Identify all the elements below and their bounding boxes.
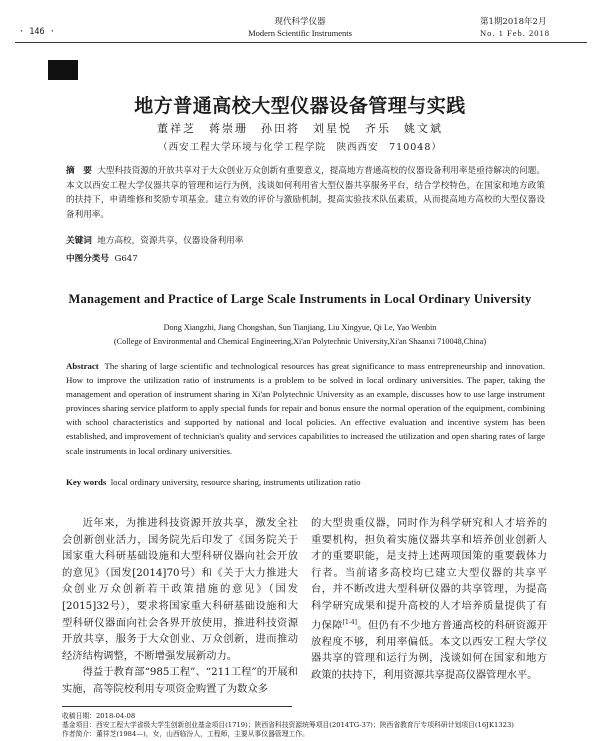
- affiliation-en: (College of Environmental and Chemical Engineering,Xi'an Polytechnic University,Xi'an Shaanxi 710048,China): [113, 337, 487, 346]
- title-en: Management and Practice of Large Scale Instruments in Local Ordinary University: [68, 292, 532, 306]
- header-rule: [15, 42, 587, 43]
- keywords-en-label: Key words: [66, 477, 107, 487]
- body-left-column: [62, 515, 298, 698]
- footnote-rule: [62, 706, 292, 707]
- footnote-received: 收稿日期：2018-04-08: [62, 712, 136, 720]
- body-paragraph: 近年来，为推进科技资源开放共享，激发全社会创新创业活力，国务院先后印发了《国务院关于国家重大科研基础设施和大型科研仪器向社会开放的意见》（国发[2014]70号）和《关于大力推进大众创业万众创新若干政策措施的意见》（国发[2015]32号），要求将国家重大科研基础设施和大型科研仪器面向社会各界开放使用，推进科技资源开放共享，服务于大众创业、万众创新，进而推动经济结构调整，不断增强发展新动力。: [62, 517, 298, 662]
- clc-label: 中图分类号: [66, 254, 109, 264]
- redaction-block: [48, 60, 78, 80]
- keywords-cn-text: 地方高校，资源共享，仪器设备利用率: [97, 236, 244, 246]
- affiliation-cn: （西安工程大学环境与化学工程学院 陕西西安 710048）: [158, 142, 442, 153]
- authors-en: Dong Xiangzhi, Jiang Chongshan, Sun Tianjiang, Liu Xingyue, Qi Le, Yao Wenbin: [163, 323, 437, 332]
- keywords-cn: [66, 234, 545, 249]
- body-paragraph: 的大型贵重仪器，同时作为科学研究和人才培养的重要机构，担负着实施仪器共享和培养创业创新人才的重要职能，是支持上述两项国策的重要载体力行者。当前诸多高校均已建立大型仪器的共享平台，并不断改进大型科研仪器的共享管理，为提高科学研究成果和提升高校的人才培养质量提供了有力保障: [311, 517, 547, 631]
- keywords-cn-label: 关键词: [66, 236, 92, 246]
- issue-en: No. 1 Feb. 2018: [480, 28, 551, 38]
- authors-cn: 董祥芝 蒋崇珊 孙田将 刘星悦 齐乐 姚文斌: [157, 122, 443, 135]
- page-number: · 146 ·: [19, 27, 55, 37]
- body-paragraph: 。但仍有不少地方普通高校的科研资源开放程度不够，利用率偏低。本文以西安工程大学仪器共享的管理和运行为例，浅谈如何在国家和地方政策的扶持下，利用资源共享提高仪器管理水平。: [311, 618, 548, 681]
- abstract-en-label: Abstract: [66, 361, 99, 371]
- keywords-en-text: local ordinary university, resource sharing, instruments utilization ratio: [110, 477, 361, 487]
- abstract-en: [66, 359, 545, 458]
- clc-code: [66, 252, 545, 267]
- footnote-author: 作者简介：董祥芝(1984—)，女，山西临汾人，工程师，主要从事仪器管理工作。: [62, 730, 309, 738]
- citation-ref: [1-4]: [342, 618, 358, 626]
- page-title: 地方普通高校大型仪器设备管理与实践: [134, 95, 466, 117]
- body-paragraph: 得益于教育部“985工程”、“211工程”的开展和实施，高等院校利用专项资金购置了为数众多: [62, 666, 298, 695]
- keywords-en: [66, 475, 545, 489]
- abstract-en-text: The sharing of large scientific and technological resources has great significance to mass entrepreneurship and innovation. How to improve the utilization ratio of instruments is a problem to be solved in local ordinary universities. The paper, taking the management and operation of instrument sharing in Xi'an Polytechnic University as an example, discusses how to use large instrument provinces sharing service platform to apply special funds for repair and bonus ensure the normal operation of the equipment, combining with school characteristics and supported by national and local policies. An effective evaluation and incentive system has been established, and improvement of technician's quality and services capabilities to increased the utilization and open sharing rates of large scale instruments in local ordinary universities.: [66, 361, 546, 456]
- issue-cn: 第1期2018年2月: [480, 17, 547, 27]
- footnote-funding: 基金项目：西安工程大学省级大学生创新创业基金项目(1719)；陕西省科技资源统筹项目(2014TG-37)；陕西省教育厅专项科研计划项目(16JK1323): [62, 721, 514, 729]
- clc-text: G647: [114, 254, 138, 264]
- abstract-cn: [66, 164, 545, 222]
- abstract-cn-text: 大型科技资源的开放共享对于大众创业万众创新有重要意义，提高地方普通高校的仪器设备利用率是亟待解决的问题。本文以西安工程大学仪器共享的管理和运行为例，浅谈如何利用省大型仪器共享服务平台，结合学校特色，在国家和地方政策的扶持下，申请维修和奖励专项基金。建立有效的评价与激励机制，提高实验技术队伍素质，从而提高地方高校的大型仪器设备利用率。: [66, 166, 545, 220]
- journal-name-cn: 现代科学仪器: [274, 17, 326, 27]
- body-right-column: [311, 515, 547, 683]
- abstract-cn-label: 摘 要: [66, 166, 92, 176]
- journal-name-en: Modern Scientific Instruments: [248, 28, 352, 38]
